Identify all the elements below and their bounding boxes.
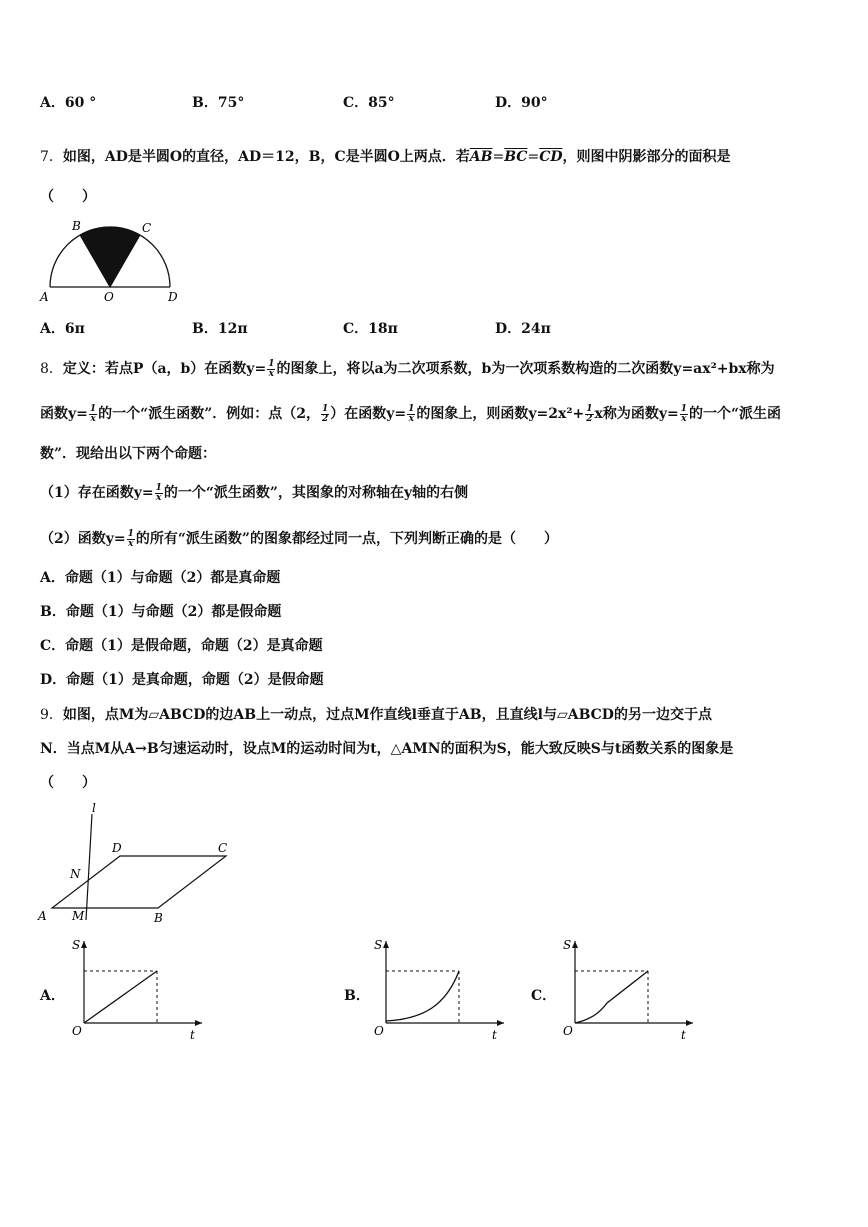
q8-p2-a: （2）函数y= [40, 531, 126, 547]
frac-1-over-x: $\frac{1}{x}$ [155, 482, 162, 503]
q9-graph-c [553, 935, 703, 1045]
q8-l2-b: 的一个“派生函数”．例如：点（2， [98, 406, 320, 422]
q8-option-a: A．命题（1）与命题（2）都是真命题 [40, 570, 281, 586]
line-l [86, 814, 92, 920]
q9-l1: 如图，点M为▱ABCD的边AB上一动点，过点M作直线l垂直于AB，且直线l与▱ABCD的另一边交于点 [62, 707, 712, 723]
q8-option-d: D．命题（1）是真命题，命题（2）是假命题 [40, 672, 324, 688]
axis-s-label: S [563, 938, 572, 952]
q8-p1-b: 的一个“派生函数”，其图象的对称轴在y轴的右侧 [163, 485, 469, 501]
q7-text-a: 如图，AD是半圆O的直径，AD＝12，B，C是半圆O上两点．若 [62, 149, 470, 165]
q8-l2-e: x称为函数y= [594, 406, 679, 422]
q6-option-a: A．60 ° [40, 95, 97, 111]
label-o: O [104, 290, 114, 304]
q7-stem [40, 146, 731, 166]
q6-option-b: B．75° [192, 95, 245, 111]
label-l: l [92, 801, 96, 815]
q7-paren: （ ） [40, 189, 96, 205]
frac-1-over-x: $\frac{1}{x}$ [127, 528, 134, 549]
origin-label: O [72, 1024, 82, 1038]
q8-option-b: B．命题（1）与命题（2）都是假命题 [40, 604, 282, 620]
graph-b-curve [386, 971, 459, 1021]
q6-option-c: C．85° [343, 95, 395, 111]
q8-option-c: C．命题（1）是假命题，命题（2）是真命题 [40, 638, 323, 654]
q8-l2-d: 的图象上，则函数y=2x²+ [416, 406, 585, 422]
graph-a-curve [84, 971, 157, 1023]
q8-l2-c: ）在函数y= [330, 406, 407, 422]
q8-proposition-1 [40, 482, 468, 503]
frac-1-over-x: $\frac{1}{x}$ [680, 403, 687, 424]
axis-s-label: S [72, 938, 81, 952]
q7-text-b: ，则图中阴影部分的面积是 [562, 149, 731, 165]
q9-paren: （ ） [40, 775, 96, 791]
frac-1-over-x: $\frac{1}{x}$ [89, 403, 97, 424]
label-n: N [70, 867, 81, 881]
graph-c-curve [575, 971, 648, 1023]
q7-option-d: D．24π [495, 321, 551, 337]
label-d: D [112, 841, 122, 855]
q8-line-3: 数”．现给出以下两个命题： [40, 446, 217, 462]
label-c: C [218, 841, 228, 855]
q7-arc-cd: $\overline{CD}$ [539, 149, 563, 165]
q7-figure [38, 215, 188, 307]
label-b: B [72, 219, 81, 233]
axis-s-label: S [374, 938, 383, 952]
axis-t-label: t [492, 1028, 497, 1042]
q9-parallelogram-figure [36, 800, 236, 928]
q9-graph-b [364, 935, 514, 1045]
parallelogram-abcd [52, 856, 226, 908]
q8-number: 8． [40, 361, 63, 377]
q9-line-2: N．当点M从A→B匀速运动时，设点M的运动时间为t，△AMN的面积为S，能大致反映S与t函数关系的图象是 [40, 741, 734, 757]
q8-l2-f: 的一个“派生函 [688, 406, 782, 422]
q8-l1-a: 定义：若点P（a，b）在函数y= [62, 361, 267, 377]
q8-p1-a: （1）存在函数y= [40, 485, 154, 501]
q7-option-a: A．6π [40, 321, 85, 337]
label-m: M [72, 909, 85, 923]
q9-option-b-label: B． [344, 988, 370, 1004]
q8-p2-b: 的所有“派生函数”的图象都经过同一点，下列判断正确的是（ ） [135, 531, 558, 547]
q7-arc-ab: $\overline{AB}$ [469, 149, 493, 165]
q8-line-1 [40, 358, 775, 379]
q7-option-b: B．12π [192, 321, 248, 337]
q7-number: 7． [40, 149, 63, 165]
q9-line-1 [40, 704, 712, 724]
label-c: C [142, 221, 152, 235]
q8-l1-b: 的图象上，将以a为二次项系数，b为一次项系数构造的二次函数y=ax²+bx称为 [276, 361, 775, 377]
label-a: A [40, 290, 49, 304]
q9-option-c-label: C． [531, 988, 557, 1004]
q7-option-c: C．18π [343, 321, 398, 337]
q9-number: 9． [40, 707, 63, 723]
label-a: A [38, 909, 47, 923]
q8-l2-a: 函数y= [40, 406, 88, 422]
q7-arc-bc: $\overline{BC}$ [504, 149, 528, 165]
axis-t-label: t [190, 1028, 195, 1042]
q9-graph-a [62, 935, 212, 1045]
axis-t-label: t [681, 1028, 686, 1042]
frac-1-over-x: $\frac{1}{x}$ [268, 358, 275, 379]
frac-1-over-x: $\frac{1}{x}$ [408, 403, 415, 424]
frac-1-over-2: $\frac{1}{2}$ [322, 403, 329, 424]
origin-label: O [374, 1024, 384, 1038]
q7-eq2: = [527, 149, 540, 165]
q6-option-d: D．90° [495, 95, 548, 111]
label-b: B [154, 911, 163, 925]
frac-1-over-2: $\frac{1}{2}$ [586, 403, 593, 424]
q8-line-2 [40, 403, 781, 424]
origin-label: O [563, 1024, 573, 1038]
label-d: D [168, 290, 178, 304]
shaded-region [80, 227, 140, 287]
q9-option-a-label: A． [40, 988, 65, 1004]
q8-proposition-2 [40, 528, 558, 549]
q7-eq1: = [492, 149, 505, 165]
